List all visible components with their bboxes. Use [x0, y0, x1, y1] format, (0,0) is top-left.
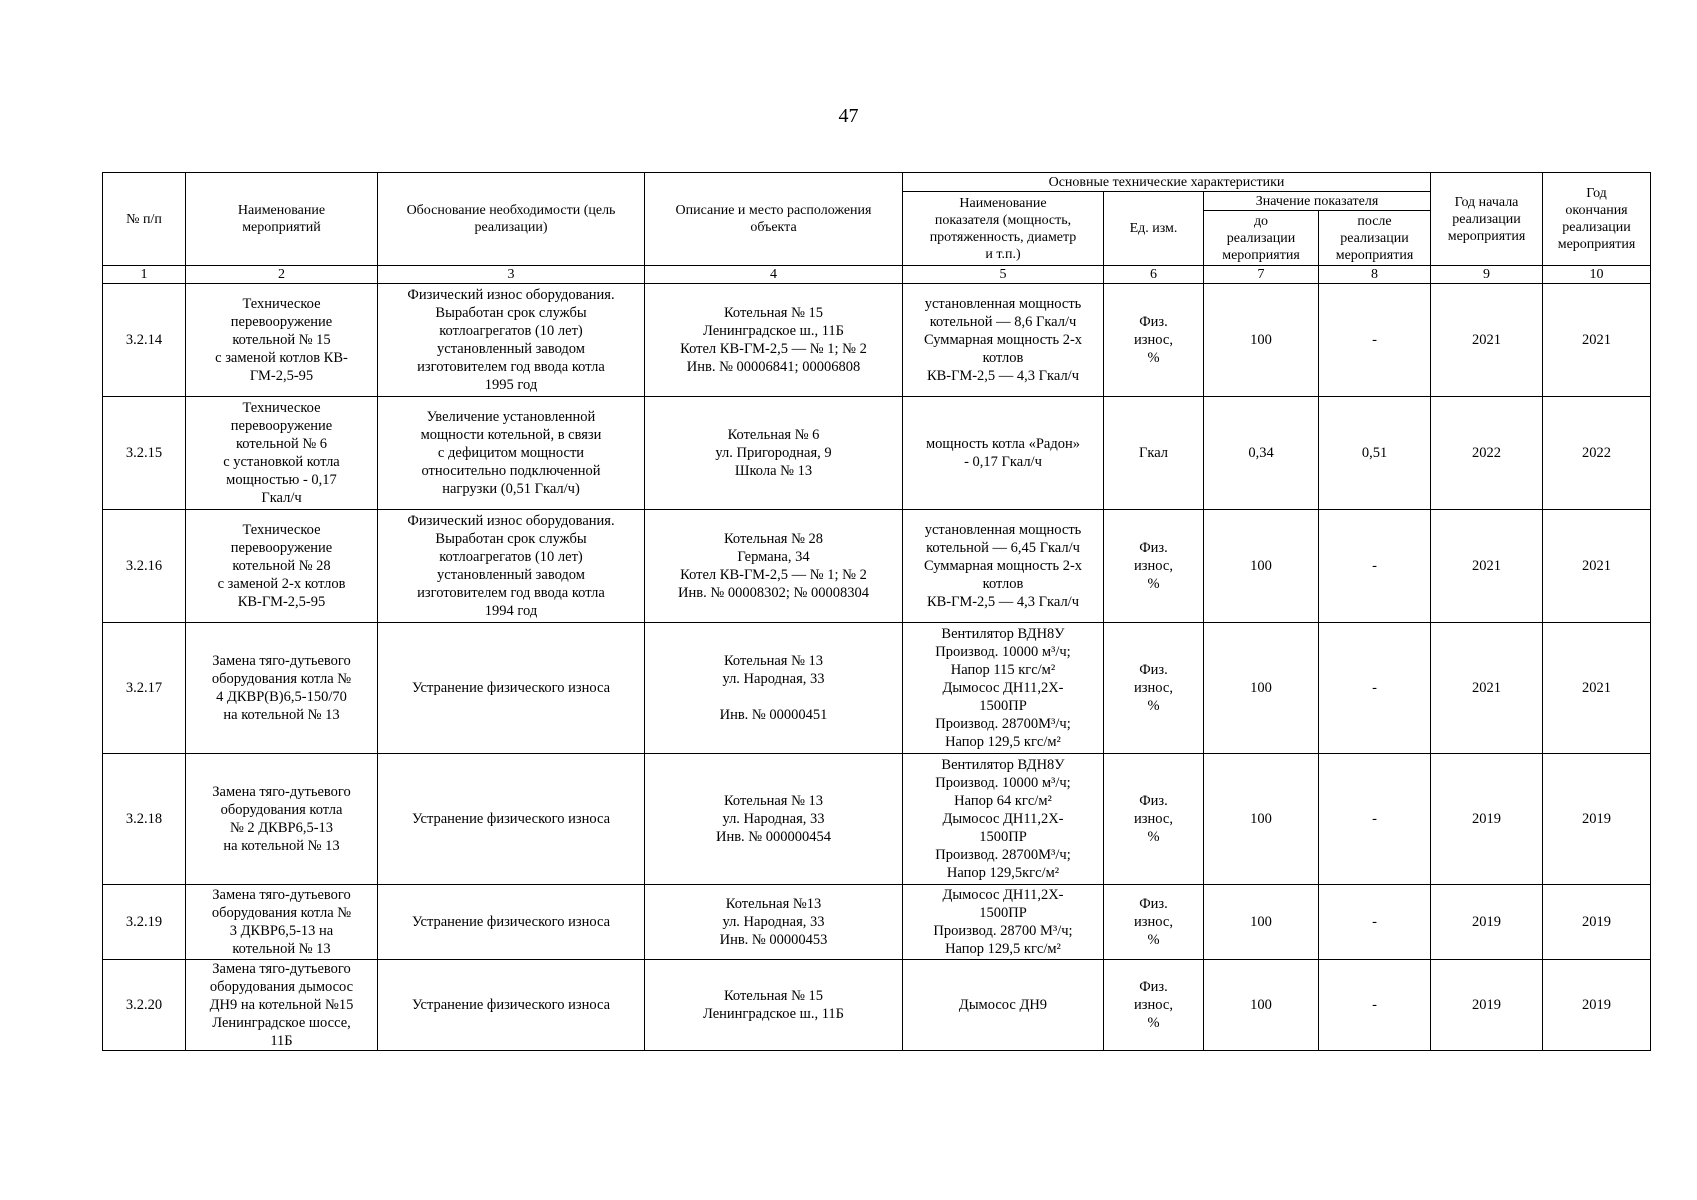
cell-indicator: Вентилятор ВДН8У Производ. 10000 м³/ч; Напор 115 кгс/м² Дымосос ДН11,2Х- 1500ПР Производ. 28700М³/ч; Напор 129,5 кгс/м²: [903, 623, 1104, 754]
cell-num: 3.2.14: [103, 284, 186, 397]
cell-after: -: [1319, 754, 1431, 885]
cell-reason: Устранение физического износа: [378, 960, 645, 1051]
cell-reason: Устранение физического износа: [378, 754, 645, 885]
column-number: 10: [1543, 266, 1651, 284]
cell-after: -: [1319, 960, 1431, 1051]
header-unit: Ед. изм.: [1104, 192, 1204, 266]
cell-unit: Физ. износ, %: [1104, 754, 1204, 885]
cell-reason: Увеличение установленной мощности котельной, в связи с дефицитом мощности относительно подключенной нагрузки (0,51 Гкал/ч): [378, 397, 645, 510]
cell-before: 100: [1204, 284, 1319, 397]
cell-num: 3.2.16: [103, 510, 186, 623]
cell-description: Котельная № 6 ул. Пригородная, 9 Школа № 13: [645, 397, 903, 510]
cell-after: -: [1319, 885, 1431, 960]
column-number: 7: [1204, 266, 1319, 284]
page-number: 47: [838, 105, 859, 127]
cell-year-start: 2019: [1431, 960, 1543, 1051]
column-number: 6: [1104, 266, 1204, 284]
cell-after: -: [1319, 510, 1431, 623]
cell-description: Котельная № 15 Ленинградское ш., 11Б: [645, 960, 903, 1051]
header-tech-group: Основные технические характеристики: [903, 173, 1431, 192]
cell-description: Котельная № 13 ул. Народная, 33 Инв. № 000000454: [645, 754, 903, 885]
header-value-group: Значение показателя: [1204, 192, 1431, 211]
column-number: 4: [645, 266, 903, 284]
cell-name: Замена тяго-дутьевого оборудования котла № 4 ДКВР(В)6,5-150/70 на котельной № 13: [186, 623, 378, 754]
cell-reason: Физический износ оборудования. Выработан срок службы котлоагрегатов (10 лет) установленный заводом изготовителем год ввода котла 1994 год: [378, 510, 645, 623]
header-before: до реализации мероприятия: [1204, 211, 1319, 266]
cell-unit: Физ. износ, %: [1104, 284, 1204, 397]
cell-num: 3.2.19: [103, 885, 186, 960]
cell-num: 3.2.20: [103, 960, 186, 1051]
header-year-start: Год начала реализации мероприятия: [1431, 173, 1543, 266]
cell-before: 100: [1204, 510, 1319, 623]
cell-unit: Физ. износ, %: [1104, 960, 1204, 1051]
header-name: Наименование мероприятий: [186, 173, 378, 266]
column-number: 5: [903, 266, 1104, 284]
cell-before: 100: [1204, 960, 1319, 1051]
cell-description: Котельная № 13 ул. Народная, 33 Инв. № 00000451: [645, 623, 903, 754]
cell-unit: Физ. износ, %: [1104, 885, 1204, 960]
cell-name: Замена тяго-дутьевого оборудования котла № 3 ДКВР6,5-13 на котельной № 13: [186, 885, 378, 960]
cell-year-end: 2021: [1543, 284, 1651, 397]
cell-description: Котельная №13 ул. Народная, 33 Инв. № 00000453: [645, 885, 903, 960]
cell-name: Техническое перевооружение котельной № 15 с заменой котлов КВ- ГМ-2,5-95: [186, 284, 378, 397]
cell-year-end: 2022: [1543, 397, 1651, 510]
column-number: 1: [103, 266, 186, 284]
cell-year-start: 2019: [1431, 754, 1543, 885]
cell-name: Техническое перевооружение котельной № 6 с установкой котла мощностью - 0,17 Гкал/ч: [186, 397, 378, 510]
cell-after: -: [1319, 623, 1431, 754]
header-year-end: Год окончания реализации мероприятия: [1543, 173, 1651, 266]
cell-year-end: 2019: [1543, 885, 1651, 960]
cell-year-start: 2021: [1431, 510, 1543, 623]
table-row: [103, 885, 1651, 960]
cell-indicator: установленная мощность котельной — 8,6 Гкал/ч Суммарная мощность 2-х котлов КВ-ГМ-2,5 — 4,3 Гкал/ч: [903, 284, 1104, 397]
header-indicator: Наименование показателя (мощность, протяженность, диаметр и т.п.): [903, 192, 1104, 266]
cell-year-end: 2019: [1543, 754, 1651, 885]
header-description: Описание и место расположения объекта: [645, 173, 903, 266]
column-number: 2: [186, 266, 378, 284]
cell-description: Котельная № 28 Германа, 34 Котел КВ-ГМ-2,5 — № 1; № 2 Инв. № 00008302; № 00008304: [645, 510, 903, 623]
cell-before: 0,34: [1204, 397, 1319, 510]
table-row: [103, 623, 1651, 754]
cell-num: 3.2.18: [103, 754, 186, 885]
table-row: [103, 754, 1651, 885]
header-num: № п/п: [103, 173, 186, 266]
cell-year-start: 2021: [1431, 623, 1543, 754]
column-number: 3: [378, 266, 645, 284]
table-row: [103, 397, 1651, 510]
cell-num: 3.2.17: [103, 623, 186, 754]
cell-unit: Физ. износ, %: [1104, 623, 1204, 754]
cell-description: Котельная № 15 Ленинградское ш., 11Б Котел КВ-ГМ-2,5 — № 1; № 2 Инв. № 00006841; 00006808: [645, 284, 903, 397]
table-row: [103, 960, 1651, 1051]
cell-after: 0,51: [1319, 397, 1431, 510]
cell-indicator: мощность котла «Радон» - 0,17 Гкал/ч: [903, 397, 1104, 510]
column-number: 9: [1431, 266, 1543, 284]
cell-year-start: 2019: [1431, 885, 1543, 960]
cell-reason: Устранение физического износа: [378, 623, 645, 754]
cell-year-start: 2022: [1431, 397, 1543, 510]
cell-before: 100: [1204, 754, 1319, 885]
cell-name: Замена тяго-дутьевого оборудования дымосос ДН9 на котельной №15 Ленинградское шоссе, 11Б: [186, 960, 378, 1051]
cell-unit: Гкал: [1104, 397, 1204, 510]
cell-name: Замена тяго-дутьевого оборудования котла № 2 ДКВР6,5-13 на котельной № 13: [186, 754, 378, 885]
header-reason: Обоснование необходимости (цель реализации): [378, 173, 645, 266]
cell-indicator: Дымосос ДН11,2Х- 1500ПР Производ. 28700 М³/ч; Напор 129,5 кгс/м²: [903, 885, 1104, 960]
cell-reason: Устранение физического износа: [378, 885, 645, 960]
cell-indicator: Вентилятор ВДН8У Производ. 10000 м³/ч; Напор 64 кгс/м² Дымосос ДН11,2Х- 1500ПР Производ. 28700М³/ч; Напор 129,5кгс/м²: [903, 754, 1104, 885]
cell-year-end: 2021: [1543, 510, 1651, 623]
cell-year-end: 2019: [1543, 960, 1651, 1051]
cell-after: -: [1319, 284, 1431, 397]
cell-before: 100: [1204, 623, 1319, 754]
cell-name: Техническое перевооружение котельной № 28 с заменой 2-х котлов КВ-ГМ-2,5-95: [186, 510, 378, 623]
table-body: [103, 284, 1651, 1051]
cell-reason: Физический износ оборудования. Выработан срок службы котлоагрегатов (10 лет) установленный заводом изготовителем год ввода котла 1995 год: [378, 284, 645, 397]
cell-year-start: 2021: [1431, 284, 1543, 397]
measures-table: [102, 172, 1651, 1051]
cell-num: 3.2.15: [103, 397, 186, 510]
cell-before: 100: [1204, 885, 1319, 960]
cell-year-end: 2021: [1543, 623, 1651, 754]
cell-indicator: Дымосос ДН9: [903, 960, 1104, 1051]
header-after: после реализации мероприятия: [1319, 211, 1431, 266]
cell-unit: Физ. износ, %: [1104, 510, 1204, 623]
column-numbers-row: [103, 266, 1651, 284]
table-header: [103, 173, 1651, 284]
cell-indicator: установленная мощность котельной — 6,45 Гкал/ч Суммарная мощность 2-х котлов КВ-ГМ-2,5 — 4,3 Гкал/ч: [903, 510, 1104, 623]
table-row: [103, 510, 1651, 623]
column-number: 8: [1319, 266, 1431, 284]
table-row: [103, 284, 1651, 397]
